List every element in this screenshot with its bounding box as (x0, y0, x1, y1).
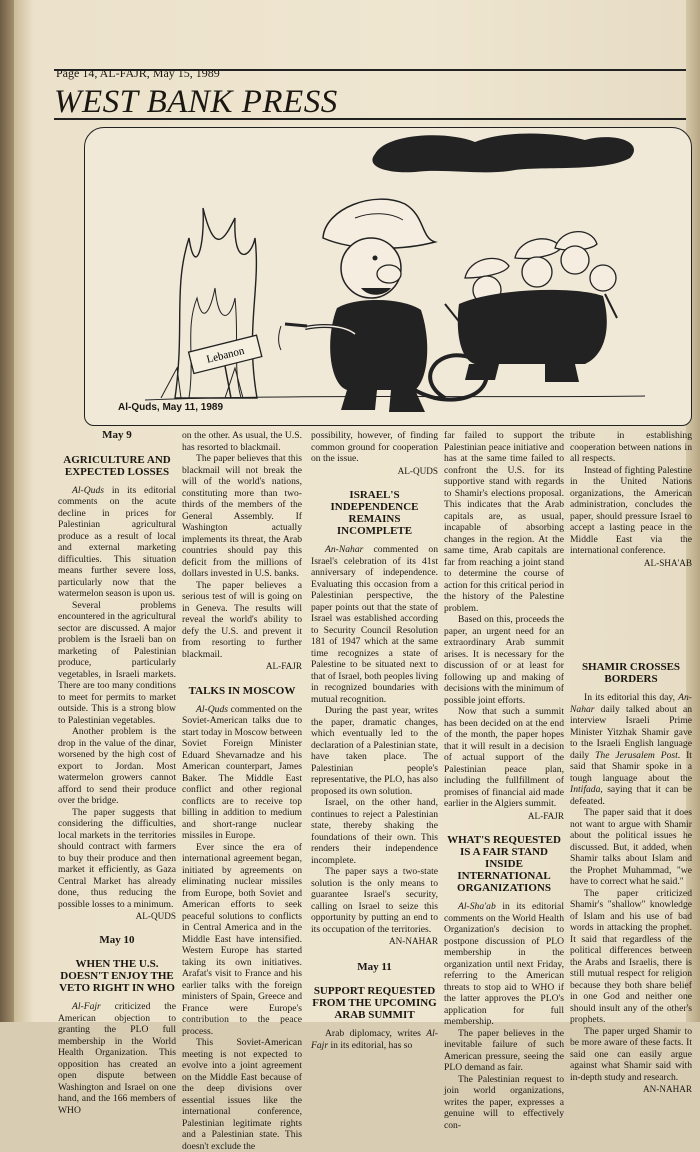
column-2 (182, 430, 302, 1152)
article-paragraph: Al-Sha'ab in its editorial comments on the World Health Organization's decision to postpone discussion of PLO membership in the organization until next Friday, referring to the American threats to stop aid to WHO if the latter approves the PLO's application for full membership. (444, 901, 564, 1027)
article-paragraph: Now that such a summit has been decided on at the end of the month, the paper hopes that it will result in a decision of actual support of the Palestinian peace plan, including the fullfillment of promises of financial aid made earlier in the Algiers summit. (444, 706, 564, 809)
date-heading: May 11 (357, 960, 392, 973)
date-heading: May 9 (102, 429, 132, 441)
article-paragraph: The paper believes a serious test of will is going on in Geneva. The results will reveal the world's ability to defy the U.S. and prevent it from resorting to further blackmail. (182, 579, 302, 660)
source-credit: AL-FAJR (265, 661, 302, 671)
title-rule (54, 118, 686, 120)
lebanon-sign-label: Lebanon (205, 344, 246, 366)
article-paragraph: Instead of fighting Palestine in the United Nations organizations, the American administration, concludes the paper, should pressure Israel to accept a lasting peace in the Middle East via the international conference. (570, 464, 692, 556)
article-paragraph: Ever since the era of international agreement began, initiated by agreements on eliminating nuclear missiles from Europe, both Soviet and American efforts to seek peaceful solutions to conflicts in Central America and in the Middle East have intensified. Western Europe has started taking its own initiatives. Arafat's visit to France and his earlier talks with the foreign ministers of Spain, Greece and France were Europe's contribution to the peace process. (182, 841, 302, 1037)
article-paragraph: The paper believes that this blackmail will not break the will of the world's nations, constituting more than two-thirds of the members of the General Assembly. If Washington actually implements its threat, the Arab countries should pay this deficit from the millions of dollars invested in U.S. banks. (182, 453, 302, 579)
article-paragraph: The paper urged Shamir to be more aware of these facts. It said one can easily argue against what Shamir said with in-depth study and research. (570, 1025, 692, 1083)
article-paragraph: far failed to support the Palestinian peace initiative and has at the same time failed to confront the U.S. for its supportive stand with regards to Shamir's elections proposal. This indicates that the Arab capitals are, as usual, incapable of absorbing changes in the region. At the same time, Arab capitals are far from reaching a joint stand to determine the course of action for this critical period in the history of the Palestine problem. (444, 430, 564, 614)
article-headline: WHAT'S REQUESTED IS A FAIR STAND INSIDE INTERNATIONAL ORGANIZATIONS (447, 834, 561, 894)
article-paragraph: During the past year, writes the paper, dramatic changes, which eventually led to the declaration of a Palestinian state, have taken place. The Palestinian people's representative, the PLO, has also proposed its own solution. (311, 705, 438, 797)
article-paragraph: tribute in establishing cooperation between nations in all respects. (570, 430, 692, 464)
column-3 (311, 430, 438, 1051)
article-paragraph: The Palestinian request to join world organizations, writes the paper, expresses a genuine will to effectively con- (444, 1073, 564, 1131)
header-rule (54, 69, 686, 71)
article-paragraph: In its editorial this day, An-Nahar daily talked about an interview Israeli Prime Minister Yitzhak Shamir gave to the Israeli English language daily The Jerusalem Post. It said that Shamir spoke in a tough language about the Intifada, saying that it can be defeated. (570, 692, 692, 807)
column-5 (570, 430, 692, 1108)
article-paragraph: possibility, however, of finding common ground for cooperation on the issue. (311, 430, 438, 464)
article-headline: TALKS IN MOSCOW (188, 684, 296, 697)
article-paragraph: The paper criticized Shamir's "shallow" knowledge of Islam and his use of bad words in attacking the prophet. It said that regardless of the political differences between the Arabs and Israelis, there is still mutual respect for religion because they both share belief in one God and neither one should insult any of the other's prophets. (570, 887, 692, 1025)
article-paragraph: Al-Fajr criticized the American objection to granting the PLO full membership in the World Health Organization. This opposition has created an open dispute between Washington and Israel on one hand, and the 166 members of WHO (58, 1001, 176, 1116)
article-headline: SUPPORT REQUESTED FROM THE UPCOMING ARAB SUMMIT (312, 985, 437, 1021)
cartoon-caption: Al-Quds, May 11, 1989 (118, 402, 224, 413)
article-headline: ISRAEL'S INDEPENDENCE REMAINS INCOMPLETE (330, 489, 419, 537)
article-paragraph: Several problems encountered in the agricultural sector are discussed. A major problem is the Israeli ban on marketing of Palestinian produce, particularly vegetables, in Israeli markets. There are too many conditions to meet for permits to market outside. This is a strong blow to Palestinian vegetables. (58, 599, 176, 726)
article-paragraph: Based on this, proceeds the paper, an urgent need for an extraordinary Arab summit arises. It is necessary for the discussion of or at least for following up and making of decisions with the minimum of possible joint efforts. (444, 614, 564, 706)
article-paragraph: Another problem is the drop in the value of the dinar, worsened by the high cost of export to Jordan. Most watermelon growers cannot afford to send their produce over the bridge. (58, 726, 176, 806)
article-paragraph: Al-Quds in its editorial comments on the acute decline in prices for Palestinian agricultural produce as a result of local and external marketing difficulties. This situation means further severe loss, particularly now that the watermelon season is upon us. (58, 484, 176, 599)
editorial-cartoon (84, 127, 692, 426)
source-credit: AN-NAHAR (389, 936, 438, 946)
article-headline: WHEN THE U.S. DOESN'T ENJOY THE VETO RIGHT IN WHO (59, 958, 175, 994)
article-paragraph: This Soviet-American meeting is not expected to evolve into a joint agreement on the Middle East because of the deep divisions over essential issues like the international conference, Palestinian legitimate rights and a Palestinian state. This doesn't exclude the (182, 1037, 302, 1152)
article-headline: AGRICULTURE AND EXPECTED LOSSES (63, 453, 171, 478)
column-spacer (570, 581, 692, 653)
article-paragraph: Al-Quds commented on the Soviet-American talks due to start today in Moscow between Soviet Foreign Minister Eduard Shevarnadze and his American counterpart, James Baker. The Middle East conflict and other regional conflicts are to receive top billing in addition to medium and short-range nuclear missiles in Europe. (182, 703, 302, 841)
article-paragraph: on the other. As usual, the U.S. has resorted to blackmail. (182, 430, 302, 453)
article-paragraph: Arab diplomacy, writes Al-Fajr in its editorial, has so (311, 1028, 438, 1051)
article-paragraph: Israel, on the other hand, continues to reject a Palestinian state, thereby shaking the foundations of their own. This renders their independence incomplete. (311, 797, 438, 866)
article-paragraph: The paper suggests that considering the difficulties, local markets in the territories should contract with farmers to buy their produce and then market it efficiently, as Gaza Central Market has already done, thus reducing the possible losses to a minimum. (58, 806, 176, 910)
column-1 (58, 430, 176, 1116)
date-heading: May 10 (99, 933, 135, 946)
section-title: WEST BANK PRESS (54, 84, 338, 120)
article-paragraph: The paper said that it does not want to argue with Shamir about the political issues he discussed. But, it added, when Shamir talks about Islam and the Prophet Muhammad, "we have to correct what he said." (570, 807, 692, 887)
article-headline: SHAMIR CROSSES BORDERS (581, 661, 681, 685)
article-paragraph: An-Nahar commented on Israel's celebration of its 41st anniversary of independence. Evaluating this occasion from a Palestinian perspective, the paper points out that the state of Israel was established according to Security Council Resolution 181 of 1947 which at the same time recognizes a state of Palestine to be situated next to that of Israel, both peoples living in recognized boundaries with mutual recognition. (311, 544, 438, 705)
source-credit: AL-QUDS (135, 911, 176, 921)
source-credit: AL-FAJR (527, 810, 564, 821)
binding-edge (0, 0, 14, 1022)
article-paragraph: The paper believes in the inevitable failure of such American pressure, seeing the PLO demand as fair. (444, 1027, 564, 1073)
source-credit: AN-NAHAR (643, 1084, 692, 1094)
cartoon-drawing (85, 128, 691, 425)
source-credit: AL-SHA'AB (643, 557, 692, 568)
page-header: Page 14, AL-FAJR, May 15, 1989 (56, 66, 220, 80)
column-4 (444, 430, 564, 1131)
source-credit: AL-QUDS (397, 465, 438, 476)
article-paragraph: The paper says a two-state solution is the only means to guarantee Israel's security, calling on Israel to seize this opportunity by putting an end to its occupation of the territories. (311, 866, 438, 935)
